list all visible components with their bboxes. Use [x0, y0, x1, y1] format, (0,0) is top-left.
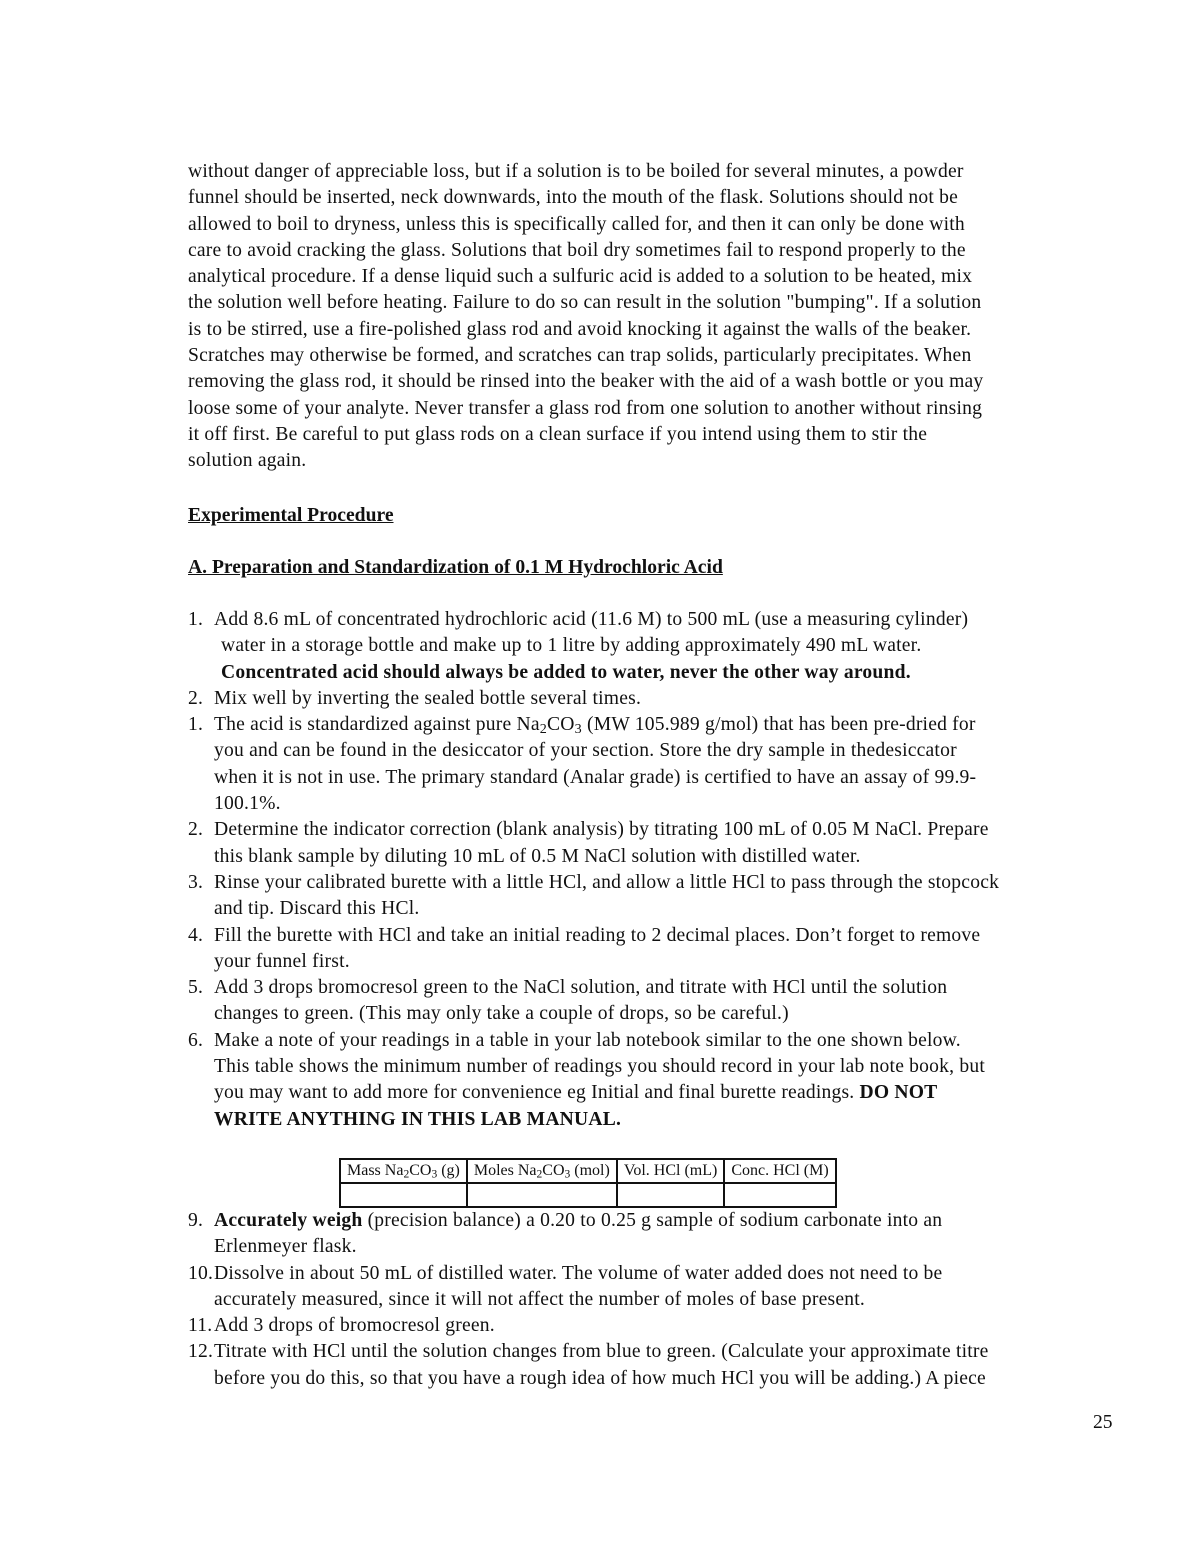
step-warning-text: Concentrated acid should always be added to water, never the other way around.	[221, 661, 911, 683]
list-item	[188, 975, 1123, 1028]
step-text: Dissolve in about 50 mL of distilled water. The volume of water added does not need to be	[214, 1262, 943, 1284]
step-text: Add 3 drops of bromocresol green.	[214, 1315, 495, 1337]
step-text: this blank sample by diluting 10 mL of 0.5 M NaCl solution with distilled water.	[214, 845, 861, 867]
table-header-cell: Mass $Na_2CO_3$ (g)	[340, 1159, 467, 1183]
list-item	[188, 1339, 1123, 1392]
step-text: and tip. Discard this HCl.	[214, 898, 420, 920]
list-item	[188, 870, 1123, 923]
section-a-heading: A. Preparation and Standardization of 0.1 M Hydrochloric Acid	[188, 557, 723, 578]
step-text: Add 3 drops bromocresol green to the NaCl solution, and titrate with HCl until the solution	[214, 977, 948, 999]
step-number: 3.	[188, 871, 204, 893]
step-text: Rinse your calibrated burette with a little HCl, and allow a little HCl to pass through the stopcock	[214, 871, 1000, 893]
step-number: 2.	[188, 819, 204, 841]
step-number: 11.	[188, 1315, 213, 1337]
experimental-procedure-heading: Experimental Procedure	[188, 505, 394, 526]
paragraph-line: removing the glass rod, it should be rinsed into the beaker with the aid of a wash bottle or you may	[188, 371, 984, 393]
step-text: 100.1%.	[214, 793, 281, 815]
step-text: The acid is standardized against pure $Na_2CO_3$ (MW 105.989 g/mol) that has been pre-dried for	[214, 714, 976, 737]
step-text: Determine the indicator correction (blank analysis) by titrating 100 mL of 0.05 M NaCl. Prepare	[214, 819, 989, 841]
step-number: 10.	[188, 1262, 214, 1284]
step-number: 9.	[188, 1210, 204, 1231]
step-number: 5.	[188, 977, 204, 999]
step-number: 1.	[188, 609, 204, 630]
step-number: 12.	[188, 1341, 214, 1363]
table-cell	[340, 1183, 467, 1207]
step-text: water in a storage bottle and make up to 1 litre by adding approximately 490 mL water.	[221, 635, 922, 657]
step-number: 6.	[188, 1029, 204, 1051]
paragraph-line: without danger of appreciable loss, but if a solution is to be boiled for several minutes, a powder	[188, 161, 964, 182]
paragraph-line: the solution well before heating. Failure to do so can result in the solution "bumping". If a solution	[188, 292, 982, 314]
paragraph-line: is to be stirred, use a fire-polished glass rod and avoid knocking it against the walls of the beaker.	[188, 318, 972, 340]
table-cell	[467, 1183, 617, 1207]
list-item	[188, 607, 1123, 686]
step-text: Mix well by inverting the sealed bottle several times.	[214, 687, 642, 709]
table-header-cell: Moles $Na_2CO_3$ (mol)	[467, 1159, 617, 1183]
paragraph-line: funnel should be inserted, neck downwards, into the mouth of the flask. Solutions should not be	[188, 187, 958, 209]
readings-table	[339, 1158, 837, 1208]
paragraph-line: care to avoid cracking the glass. Solutions that boil dry sometimes fail to respond properly to the	[188, 239, 966, 261]
step-text: before you do this, so that you have a rough idea of how much HCl you will be adding.) A piece	[214, 1367, 986, 1389]
step-text: accurately measured, since it will not affect the number of moles of base present.	[214, 1288, 865, 1310]
step-text: Erlenmeyer flask.	[214, 1236, 357, 1258]
table-row	[340, 1183, 836, 1207]
list-item	[188, 712, 1123, 817]
step-warning-text: WRITE ANYTHING IN THIS LAB MANUAL.	[214, 1108, 622, 1130]
list-item	[188, 686, 1123, 712]
table-header-row	[340, 1159, 836, 1183]
list-item	[188, 817, 1123, 870]
table-cell	[617, 1183, 724, 1207]
paragraph-line: analytical procedure. If a dense liquid such a sulfuric acid is added to a solution to be heated, mix	[188, 266, 973, 288]
step-text: Add 8.6 mL of concentrated hydrochloric acid (11.6 M) to 500 mL (use a measuring cylinder)	[214, 609, 969, 630]
step-number: 4.	[188, 924, 204, 946]
table-header-cell: Vol. HCl (mL)	[617, 1159, 724, 1183]
step-text: This table shows the minimum number of readings you should record in your lab note book, but	[214, 1056, 986, 1078]
page-number: 25	[1093, 1412, 1113, 1433]
procedure-steps-list-continued	[188, 1208, 1123, 1392]
list-item	[188, 1208, 1123, 1261]
step-number: 2.	[188, 687, 204, 709]
step-text: Titrate with HCl until the solution changes from blue to green. (Calculate your approximate titre	[214, 1341, 989, 1363]
table-cell	[724, 1183, 835, 1207]
paragraph-line: it off first. Be careful to put glass rods on a clean surface if you intend using them to stir the	[188, 423, 928, 445]
procedure-steps-list	[188, 607, 1123, 1133]
step-text: you may want to add more for convenience eg Initial and final burette readings. DO NOT	[214, 1082, 938, 1104]
step-number: 1.	[188, 714, 204, 736]
table-header-cell: Conc. HCl (M)	[724, 1159, 835, 1183]
paragraph-line: loose some of your analyte. Never transfer a glass rod from one solution to another without rinsing	[188, 397, 983, 419]
list-item	[188, 1028, 1123, 1133]
step-text: your funnel first.	[214, 950, 350, 972]
list-item	[188, 923, 1123, 976]
paragraph-line: allowed to boil to dryness, unless this is specifically called for, and then it can only be done with	[188, 213, 965, 235]
paragraph-line: solution again.	[188, 450, 307, 472]
step-text: Accurately weigh (precision balance) a 0.20 to 0.25 g sample of sodium carbonate into an	[214, 1210, 943, 1231]
intro-paragraph	[188, 159, 1118, 475]
list-item	[188, 1313, 1123, 1339]
step-text: changes to green. (This may only take a couple of drops, so be careful.)	[214, 1003, 789, 1025]
paragraph-line: Scratches may otherwise be formed, and scratches can trap solids, particularly precipitates. When	[188, 345, 972, 367]
step-text: Make a note of your readings in a table in your lab notebook similar to the one shown below.	[214, 1029, 961, 1051]
step-text: when it is not in use. The primary standard (Analar grade) is certified to have an assay of 99.9-	[214, 766, 977, 788]
list-item	[188, 1261, 1123, 1314]
step-text: you and can be found in the desiccator of your section. Store the dry sample in thedesiccator	[214, 740, 957, 762]
step-text: Fill the burette with HCl and take an initial reading to 2 decimal places. Don’t forget to remove	[214, 924, 981, 946]
